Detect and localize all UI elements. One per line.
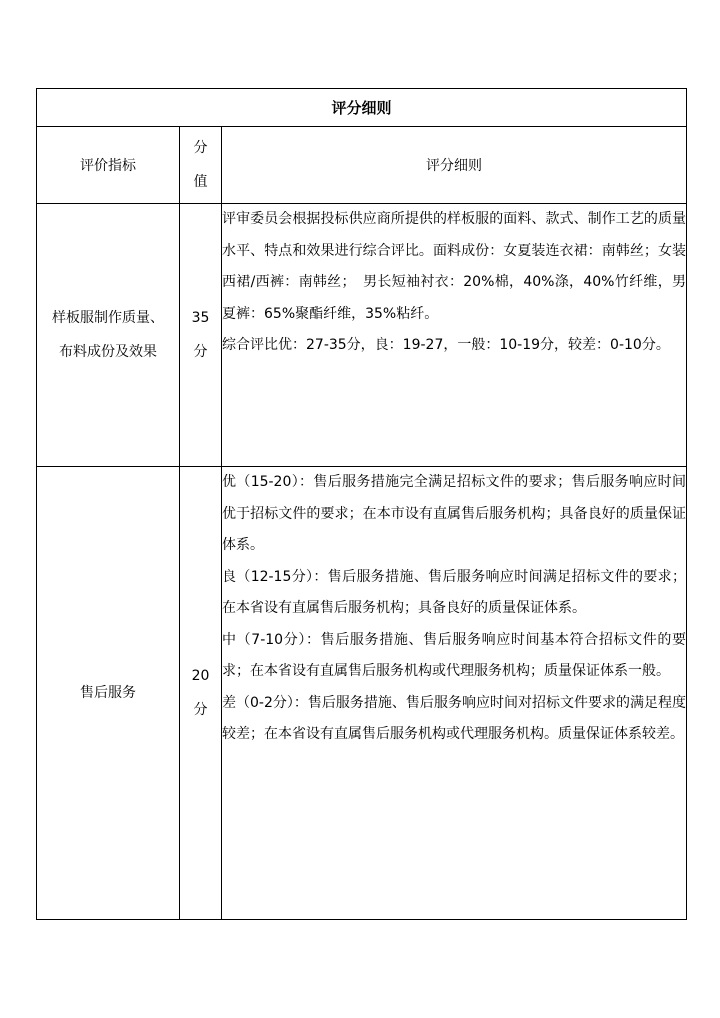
title-row: [37, 89, 687, 127]
rules-cell: [222, 467, 687, 920]
rules-paragraph: 中（7-10分）：售后服务措施、售后服务响应时间基本符合招标文件的要求；在本省设有直属售后服务机构或代理服务机构；质量保证体系一般。: [222, 631, 687, 679]
header-score: [180, 127, 222, 204]
indicator-line2: 布料成份及效果: [59, 344, 157, 360]
score-value: 20: [191, 668, 210, 684]
score-cell: [180, 204, 222, 467]
score-unit: 分: [193, 344, 208, 360]
table-row: [37, 467, 687, 920]
indicator-line1: 样板服制作质量、: [52, 310, 164, 326]
score-unit: 分: [193, 702, 208, 718]
rules-paragraph: 评审委员会根据投标供应商所提供的样板服的面料、款式、制作工艺的质量水平、特点和效果进行综合评比。面料成份：女夏装连衣裙：南韩丝；女装西裙/西裤：南韩丝； 男长短袖衬衣：20%棉，40%涤，40%竹纤维，男夏裤：65%聚酯纤维，35%粘纤。: [222, 211, 687, 322]
scoring-table: [36, 88, 687, 920]
rules-paragraph: 综合评比优：27-35分，良：19-27，一般：10-19分，较差：0-10分。: [222, 337, 670, 353]
score-value: 35: [191, 310, 210, 326]
rules-paragraph: 优（15-20）：售后服务措施完全满足招标文件的要求；售后服务响应时间优于招标文件的要求；在本市设有直属售后服务机构；具备良好的质量保证体系。: [222, 474, 687, 553]
table-row: [37, 204, 687, 467]
header-score-line2: 值: [193, 174, 208, 190]
rules-paragraph: 差（0-2分）：售后服务措施、售后服务响应时间对招标文件要求的满足程度较差；在本省设有直属售后服务机构或代理服务机构。质量保证体系较差。: [222, 694, 687, 742]
indicator-cell: [37, 204, 180, 467]
header-indicator: 评价指标: [37, 127, 180, 204]
rules-cell: [222, 204, 687, 467]
rules-paragraph: 良（12-15分）：售后服务措施、售后服务响应时间满足招标文件的要求；在本省设有直属售后服务机构；具备良好的质量保证体系。: [222, 568, 687, 616]
score-cell: [180, 467, 222, 920]
table-title: 评分细则: [37, 89, 687, 127]
header-row: [37, 127, 687, 204]
indicator-cell: 售后服务: [37, 467, 180, 920]
header-score-line1: 分: [193, 140, 208, 156]
header-rules: 评分细则: [222, 127, 687, 204]
